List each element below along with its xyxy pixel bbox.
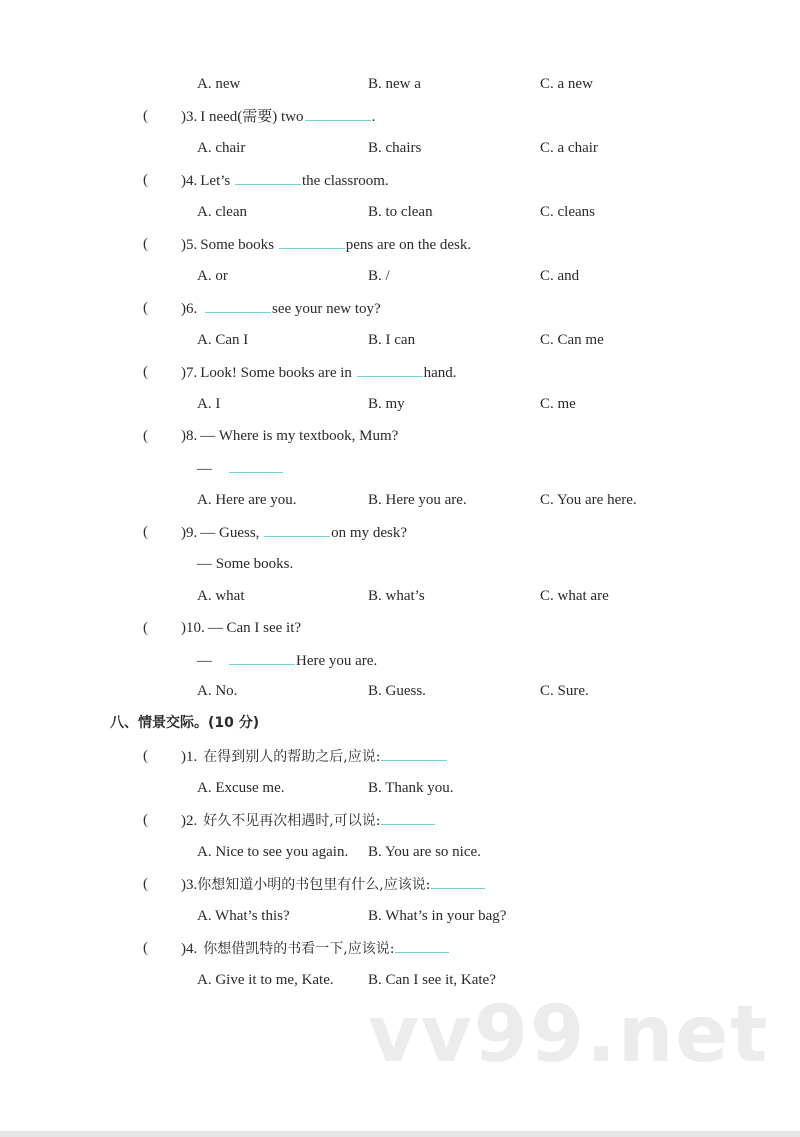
question-stem <box>181 874 486 895</box>
option-b: B. You are so nice. <box>368 844 481 860</box>
question-number: )7. <box>181 365 198 381</box>
answer-blank[interactable] <box>357 362 423 377</box>
option-c: C. cleans <box>540 204 595 220</box>
answer-blank[interactable] <box>205 298 271 313</box>
option-b: B. Here you are. <box>368 492 467 508</box>
question-number: )4. <box>181 173 198 189</box>
question-number: )4. <box>181 941 198 957</box>
answer-paren: ( <box>143 428 148 444</box>
stem-text <box>200 301 204 317</box>
option-b: B. new a <box>368 76 421 92</box>
answer-blank[interactable] <box>229 650 295 665</box>
stem-text: Look! Some books are in <box>200 365 356 381</box>
section-heading: 八、情景交际。(10 分) <box>110 715 260 731</box>
option-c: C. me <box>540 396 576 412</box>
reply-post: Here you are. <box>296 653 378 669</box>
option-b: B. / <box>368 268 390 284</box>
answer-blank[interactable] <box>264 522 330 537</box>
option-a: A. chair <box>197 140 246 156</box>
stem-text: 在得到别人的帮助之后,应说: <box>203 749 381 765</box>
answer-blank[interactable] <box>279 234 345 249</box>
option-a: A. Give it to me, Kate. <box>197 972 334 988</box>
answer-paren: ( <box>143 172 148 188</box>
watermark: vv99.net <box>368 990 770 1080</box>
answer-blank[interactable] <box>235 170 301 185</box>
question-number: )3. <box>181 877 198 893</box>
question-stem <box>181 170 389 191</box>
answer-paren: ( <box>143 748 148 764</box>
stem-text: . <box>371 109 376 125</box>
answer-blank[interactable] <box>431 874 485 889</box>
option-c: C. a new <box>540 76 593 92</box>
option-b: B. Guess. <box>368 683 426 699</box>
answer-paren: ( <box>143 108 148 124</box>
option-c: C. and <box>540 268 580 284</box>
answer-paren: ( <box>143 364 148 380</box>
question-stem <box>181 746 448 767</box>
answer-blank[interactable] <box>305 106 371 121</box>
option-b: B. what’s <box>368 588 425 604</box>
stem-text: — Where is my textbook, Mum? <box>200 428 399 444</box>
answer-blank[interactable] <box>381 810 435 825</box>
option-b: B. Thank you. <box>368 780 454 796</box>
question-number: )5. <box>181 237 198 253</box>
option-a: A. Here are you. <box>197 492 297 508</box>
stem-text: — Guess, <box>200 525 264 541</box>
question-number: )10. <box>181 620 205 636</box>
option-a: A. What’s this? <box>197 908 290 924</box>
stem-text: see your new toy? <box>272 301 381 317</box>
question-stem <box>181 106 375 127</box>
option-a: A. Excuse me. <box>197 780 285 796</box>
answer-paren: ( <box>143 236 148 252</box>
question-number: )2. <box>181 813 198 829</box>
stem-text: hand. <box>423 365 457 381</box>
answer-blank[interactable] <box>229 458 283 473</box>
question-stem <box>181 298 381 319</box>
option-a: A. clean <box>197 204 247 220</box>
option-b: B. my <box>368 396 405 412</box>
answer-paren: ( <box>143 524 148 540</box>
question-stem <box>181 522 407 543</box>
reply-dash: — <box>197 461 212 477</box>
option-a: A. Can I <box>197 332 249 348</box>
page-bottom-edge <box>0 1131 800 1137</box>
option-a: A. Nice to see you again. <box>197 844 349 860</box>
question-stem <box>181 234 471 255</box>
answer-paren: ( <box>143 812 148 828</box>
option-b: B. to clean <box>368 204 433 220</box>
stem-text: pens are on the desk. <box>345 237 472 253</box>
option-b: B. What’s in your bag? <box>368 908 507 924</box>
option-b: B. chairs <box>368 140 422 156</box>
stem-text: Let’s <box>200 173 234 189</box>
question-number: )9. <box>181 525 198 541</box>
option-a: A. I <box>197 396 221 412</box>
question-number: )8. <box>181 428 198 444</box>
option-a: A. No. <box>197 683 238 699</box>
option-b: B. I can <box>368 332 416 348</box>
reply-text <box>197 650 377 671</box>
question-stem <box>181 810 436 831</box>
stem-text: I need(需要) two <box>200 109 304 125</box>
stem-text: Some books <box>200 237 278 253</box>
option-c: C. Sure. <box>540 683 589 699</box>
stem-text: on my desk? <box>331 525 407 541</box>
reply-dash: — Some books. <box>197 556 294 572</box>
option-c: C. what are <box>540 588 609 604</box>
stem-text: — Can I see it? <box>207 620 302 636</box>
question-number: )6. <box>181 301 198 317</box>
option-a: A. or <box>197 268 228 284</box>
option-c: C. a chair <box>540 140 598 156</box>
stem-text: 你想知道小明的书包里有什么,应该说: <box>197 877 431 893</box>
question-stem <box>181 618 301 638</box>
question-stem <box>181 426 398 446</box>
question-number: )3. <box>181 109 198 125</box>
option-a: A. new <box>197 76 241 92</box>
stem-text: the classroom. <box>302 173 389 189</box>
answer-paren: ( <box>143 620 148 636</box>
reply-text <box>197 458 284 479</box>
option-c: C. Can me <box>540 332 604 348</box>
reply-dash: — <box>197 653 212 669</box>
question-stem <box>181 938 450 959</box>
option-c: C. You are here. <box>540 492 637 508</box>
answer-blank[interactable] <box>381 746 447 761</box>
answer-paren: ( <box>143 876 148 892</box>
option-b: B. Can I see it, Kate? <box>368 972 496 988</box>
option-a: A. what <box>197 588 245 604</box>
answer-paren: ( <box>143 300 148 316</box>
question-number: )1. <box>181 749 198 765</box>
answer-paren: ( <box>143 940 148 956</box>
stem-text: 你想借凯特的书看一下,应该说: <box>203 941 395 957</box>
answer-blank[interactable] <box>395 938 449 953</box>
stem-text: 好久不见再次相遇时,可以说: <box>203 813 381 829</box>
question-stem <box>181 362 457 383</box>
reply-text <box>197 554 293 574</box>
